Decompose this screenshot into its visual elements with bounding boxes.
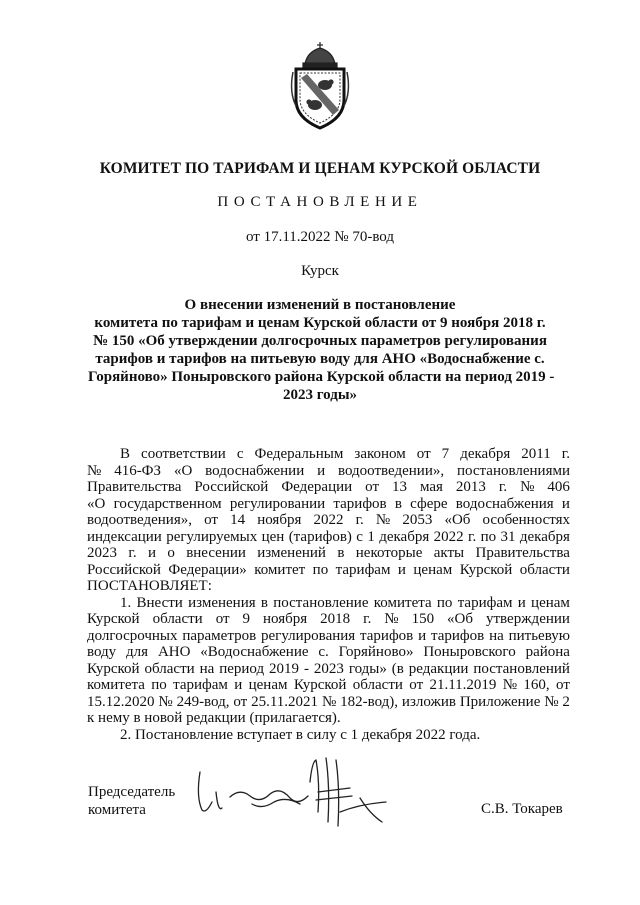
body-line: «О государственном регулировании тарифов в сфере водоснабжения и <box>87 495 570 512</box>
document-date-number: от 17.11.2022 № 70-вод <box>245 229 395 245</box>
body-line: Российской Федерации» комитет по тарифам и ценам Курской области <box>87 561 570 578</box>
document-body <box>87 446 570 743</box>
body-line: ПОСТАНОВЛЯЕТ: <box>87 578 212 594</box>
body-line: комитета по тарифам и ценам Курской области от 21.11.2019 № 160, от <box>87 677 570 693</box>
body-line: 1. Внести изменения в постановление комитета по тарифам и ценам <box>120 594 570 611</box>
signatory-title-line: Председатель <box>88 784 176 800</box>
subject-line: тарифов и тарифов на питьевую воду для АНО «Водоснабжение с. <box>95 351 545 367</box>
document-type: ПОСТАНОВЛЕНИЕ <box>217 194 423 210</box>
signatory-title-line: комитета <box>88 802 146 818</box>
body-line: к нему в новой редакции (прилагается). <box>87 710 341 726</box>
subject-line: комитета по тарифам и ценам Курской области от 9 ноября 2018 г. <box>94 315 546 331</box>
body-line: Курской области от 9 ноября 2018 г. № 150 «Об утверждении <box>87 611 570 627</box>
subject-line: 2023 годы» <box>282 387 358 403</box>
signatory-title <box>88 783 175 819</box>
body-line: 15.12.2020 № 249-вод, от 25.11.2021 № 182-вод), изложив Приложение № 2 <box>87 693 570 710</box>
body-line: Курской области на период 2019 - 2023 годы» (в редакции постановлений <box>87 660 570 677</box>
body-line: В соответствии с Федеральным законом от 7 декабря 2011 г. <box>120 446 570 462</box>
signatory-name: С.В. Токарев <box>481 801 563 817</box>
organization-title: КОМИТЕТ ПО ТАРИФАМ И ЦЕНАМ КУРСКОЙ ОБЛАСТИ <box>99 160 541 177</box>
body-line: 2023 г. и о внесении изменений в некоторые акты Правительства <box>87 545 570 561</box>
subject-line: О внесении изменений в постановление <box>184 297 456 313</box>
body-line: № 416-ФЗ «О водоснабжении и водоотведении», постановлениями <box>87 462 570 479</box>
body-line: воду для АНО «Водоснабжение с. Горяйново» Поныровского района <box>87 644 570 660</box>
subject-line: Горяйново» Поныровского района Курской области на период 2019 - <box>88 369 555 385</box>
handwritten-signature <box>190 752 390 832</box>
document-city: Курск <box>301 263 339 279</box>
coat-of-arms-emblem <box>287 42 353 130</box>
document-subject <box>88 296 555 404</box>
body-line: Правительства Российской Федерации от 13 мая 2013 г. № 406 <box>87 479 570 495</box>
body-line: водоотведения», от 14 ноября 2022 г. № 2053 «Об особенностях <box>87 512 570 528</box>
body-line: индексации регулируемых цен (тарифов) с 1 декабря 2022 г. по 31 декабря <box>87 528 570 545</box>
body-line: 2. Постановление вступает в силу с 1 декабря 2022 года. <box>120 726 481 743</box>
body-line: долгосрочных параметров регулирования тарифов и тарифов на питьевую <box>87 627 570 644</box>
subject-line: № 150 «Об утверждении долгосрочных параметров регулирования <box>93 333 547 349</box>
